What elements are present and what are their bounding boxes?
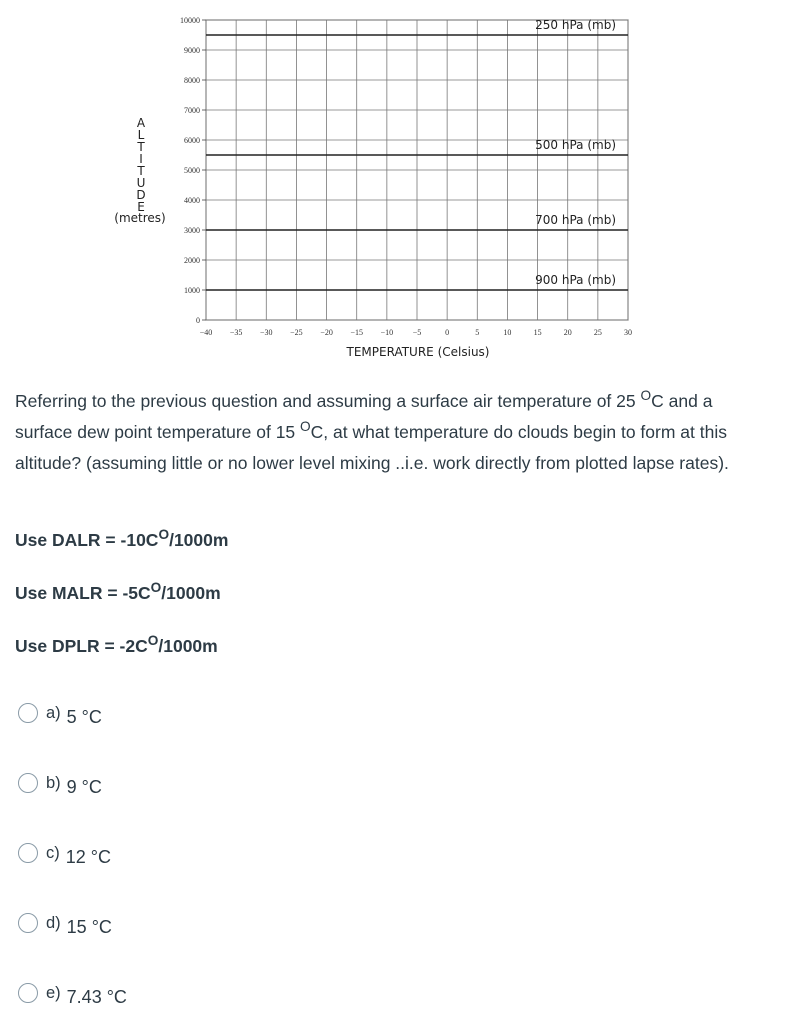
x-tick-label: 0 [445,328,450,337]
pressure-level-label: 900 hPa (mb) [535,273,616,287]
y-axis-title-letter: L [137,128,145,142]
x-tick-label: 30 [624,328,632,337]
unit-c-1: C [651,391,664,411]
answer-letter-d: d) [46,913,61,932]
pressure-level-label: 250 hPa (mb) [535,18,616,32]
answer-option-e[interactable] [18,980,127,1006]
dalr-line [15,527,229,551]
answer-value-b: 9 °C [66,776,102,797]
answer-letter-e: e) [46,983,61,1002]
x-tick-label: −10 [380,328,394,337]
answer-option-c[interactable] [18,840,111,866]
dplr-prefix: Use DPLR = -2C [15,636,148,656]
x-tick-label: −25 [290,328,303,337]
x-axis-title: TEMPERATURE (Celsius) [346,345,490,359]
dplr-suffix: /1000m [158,636,218,656]
pressure-level-label: 500 hPa (mb) [535,138,616,152]
y-tick-label: 9000 [184,46,200,55]
x-tick-label: 15 [533,328,542,337]
x-tick-label: 10 [503,328,512,337]
x-tick-label: −30 [260,328,273,337]
answer-letter-c: c) [46,843,60,862]
malr-suffix: /1000m [161,583,221,603]
y-tick-labels [180,16,200,325]
y-axis-title-letter: I [139,152,143,166]
x-tick-label: −5 [412,328,422,337]
y-tick-label: 0 [196,316,200,325]
x-tick-label: −15 [350,328,363,337]
question-part-2: and a surface dew point temperature of 15 [15,391,713,442]
y-axis-title-letter: T [137,140,145,154]
malr-prefix: Use MALR = -5C [15,583,151,603]
y-axis-title-letter: T [137,164,145,178]
radio-button-e[interactable] [18,983,38,1003]
degree-sup-2: O [300,419,311,435]
y-tick-label: 6000 [184,136,200,145]
x-tick-label: 25 [593,328,602,337]
dalr-suffix: /1000m [169,530,229,550]
x-tick-label: −35 [229,328,243,337]
answer-option-a[interactable] [18,700,102,726]
answer-option-b[interactable] [18,770,102,796]
x-tick-label: −40 [199,328,213,337]
radio-button-c[interactable] [18,843,38,863]
malr-line [15,580,221,604]
y-axis-title-letter: D [136,188,146,202]
answer-value-c: 12 °C [65,846,111,867]
y-axis-title-letter: A [136,116,146,130]
y-axis-title [114,116,165,225]
y-tick-label: 2000 [184,256,200,265]
dalr-prefix: Use DALR = -10C [15,530,159,550]
y-tick-label: 10000 [180,16,200,25]
answer-option-d[interactable] [18,910,112,936]
question-part-1: Referring to the previous question and assuming a surface air temperature of 25 [15,391,641,411]
radio-button-d[interactable] [18,913,38,933]
degree-sup-1: O [640,388,652,404]
question-part-3: , at what temperature do clouds begin to form at this altitude? (assuming little or no lower level mixing ..i.e. work directly from plotted lapse rates). [15,422,729,473]
dplr-line [15,633,218,657]
question-text [15,386,745,479]
y-tick-label: 8000 [184,76,200,85]
dplr-sup: O [147,633,159,649]
malr-sup: O [150,580,162,596]
answer-value-d: 15 °C [66,916,112,937]
y-axis-title-letter: U [136,176,146,190]
y-tick-label: 5000 [184,166,200,175]
y-tick-label: 1000 [184,286,200,295]
x-tick-label: 20 [563,328,572,337]
y-tick-label: 3000 [184,226,200,235]
dalr-sup: O [158,527,170,543]
radio-button-b[interactable] [18,773,38,793]
x-tick-label: 5 [475,328,480,337]
lapse-rate-chart [0,0,806,370]
answer-value-a: 5 °C [66,706,102,727]
answer-letter-a: a) [46,703,61,722]
y-axis-title-letter: E [137,200,145,214]
answer-letter-b: b) [46,773,61,792]
y-tick-label: 7000 [184,106,200,115]
y-tick-label: 4000 [184,196,200,205]
radio-button-a[interactable] [18,703,38,723]
y-axis-unit: (metres) [114,211,166,225]
pressure-level-label: 700 hPa (mb) [535,213,616,227]
answer-value-e: 7.43 °C [66,986,127,1007]
x-tick-label: −20 [320,328,333,337]
x-tick-labels [200,328,632,337]
unit-c-2: C [310,422,324,442]
